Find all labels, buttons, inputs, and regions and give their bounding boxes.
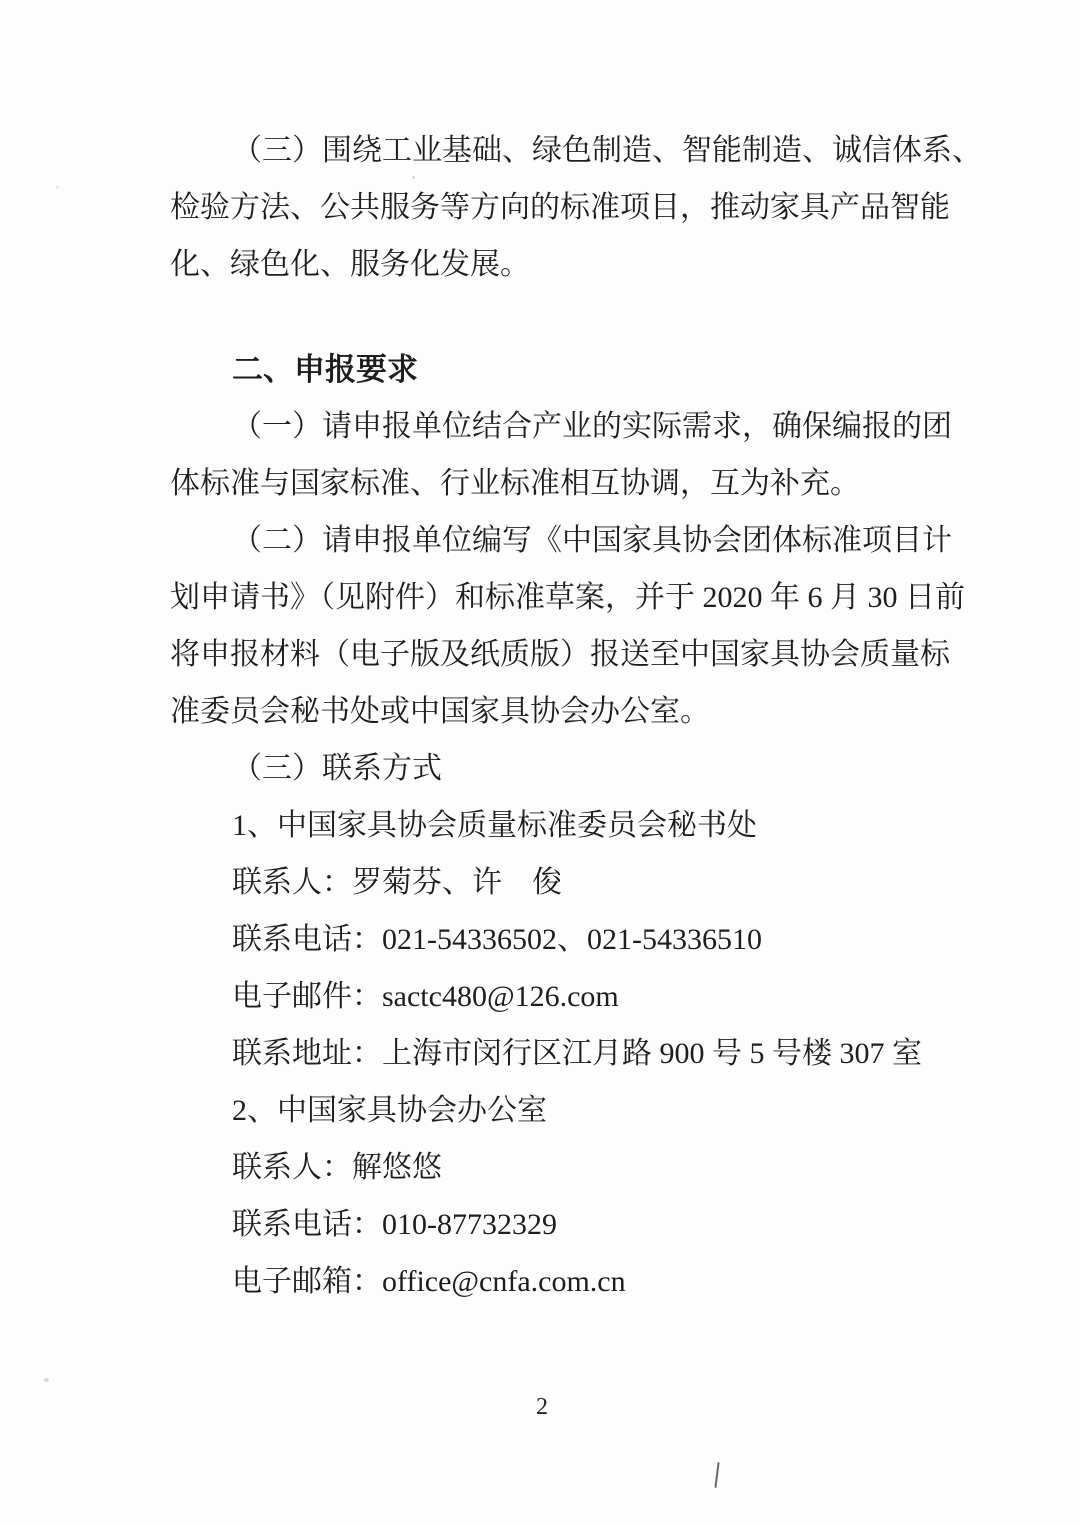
doc-line: 准委员会秘书处或中国家具协会办公室。 [170, 695, 710, 728]
doc-line: 化、绿色化、服务化发展。 [170, 248, 530, 281]
doc-line: 将申报材料（电子版及纸质版）报送至中国家具协会质量标 [170, 638, 950, 671]
page-number: 2 [536, 1394, 548, 1420]
contact-phone-line: 联系电话：010-87732329 [232, 1208, 557, 1241]
doc-line: 体标准与国家标准、行业标准相互协调，互为补充。 [170, 467, 860, 500]
scan-artifact-speck [56, 186, 59, 189]
contact-email-line: 电子邮箱：office@cnfa.com.cn [232, 1265, 626, 1298]
doc-line: （三）围绕工业基础、绿色制造、智能制造、诚信体系、 [232, 134, 982, 167]
contact-person-line: 联系人：罗菊芬、许 俊 [232, 866, 562, 899]
doc-line: （一）请申报单位结合产业的实际需求，确保编报的团 [232, 410, 952, 443]
contact-org-line: 1、中国家具协会质量标准委员会秘书处 [232, 809, 757, 842]
contact-phone-line: 联系电话：021-54336502、021-54336510 [232, 923, 762, 956]
scan-artifact-slash [714, 1462, 719, 1488]
scan-artifact-speck [44, 1378, 49, 1382]
contact-person-line: 联系人：解悠悠 [232, 1151, 442, 1184]
document-body [170, 122, 982, 1310]
doc-line: （二）请申报单位编写《中国家具协会团体标准项目计 [232, 524, 952, 557]
contact-org-line: 2、中国家具协会办公室 [232, 1094, 547, 1127]
section-heading: 二、申报要求 [232, 352, 418, 387]
contact-address-line: 联系地址：上海市闵行区江月路 900 号 5 号楼 307 室 [232, 1037, 922, 1070]
doc-line: （三）联系方式 [232, 752, 442, 785]
scan-artifact-speck [412, 176, 415, 179]
doc-line: 检验方法、公共服务等方向的标准项目，推动家具产品智能 [170, 191, 950, 224]
doc-line: 划申请书》（见附件）和标准草案，并于 2020 年 6 月 30 日前 [170, 581, 965, 614]
contact-email-line: 电子邮件：sactc480@126.com [232, 980, 619, 1013]
